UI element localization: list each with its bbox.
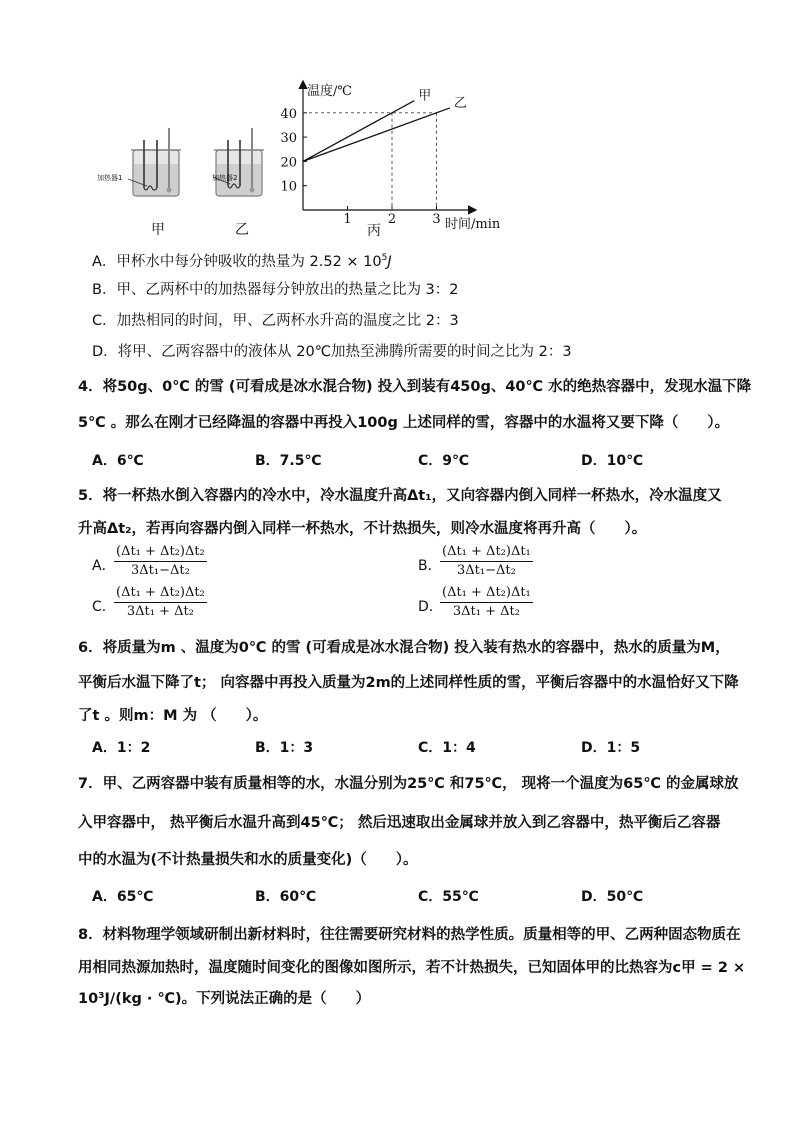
- q8-line-2: 用相同热源加热时，温度随时间变化的图像如图所示，若不计热损失，已知固体甲的比热容为c甲 = 2 ×: [78, 960, 746, 976]
- graph-caption: 丙: [367, 223, 381, 239]
- y-tick-label: 10: [280, 179, 297, 195]
- q3-option-a[interactable]: A．甲杯水中每分钟吸收的热量为 $2.52 \times 10^5J$: [92, 253, 392, 270]
- figure-area: [0, 0, 794, 245]
- q4-line-2: 5℃ 。那么在刚才已经降温的容器中再投入100g 上述同样的雪，容器中的水温将又要下降（ ）。: [78, 415, 730, 431]
- y-tick-label: 20: [280, 155, 297, 171]
- q7-option-a[interactable]: A．65℃: [92, 889, 154, 905]
- q6-line-1: 6．将质量为m 、温度为0℃ 的雪 (可看成是冰水混合物) 投入装有热水的容器中，热水的质量为M，: [78, 640, 730, 656]
- q7-option-d[interactable]: D．50℃: [581, 889, 644, 905]
- q3-option-d[interactable]: D．将甲、乙两容器中的液体从 20℃加热至沸腾所需要的时间之比为 2：3: [92, 344, 572, 360]
- q8-line-3: 10³J/(kg · ℃)。下列说法正确的是（ ）: [78, 991, 371, 1007]
- q4-line-1: 4．将50g、0℃ 的雪 (可看成是冰水混合物) 投入到装有450g、40℃ 水的绝热容器中，发现水温下降: [78, 379, 752, 395]
- q5-option-b-letter[interactable]: B．: [418, 558, 442, 574]
- q6-option-b[interactable]: B．1：3: [255, 740, 314, 756]
- x-tick-label: 2: [387, 212, 397, 227]
- q5-option-a-letter[interactable]: A．: [92, 558, 116, 574]
- q5-option-c-letter[interactable]: C．: [92, 599, 116, 615]
- q5-option-c-fraction[interactable]: $\frac{\text{(Δt₁ + Δt₂)Δt₂}}{\text{3Δt₁ + Δt₂}}$: [116, 585, 205, 619]
- beaker-jia-caption: 甲: [151, 222, 165, 238]
- series-line-jia: [303, 101, 414, 162]
- q5-line-2: 升高Δt₂，若再向容器内倒入同样一杯热水，不计热损失，则冷水温度将再升高（ ）。: [78, 521, 647, 537]
- y-axis-label: 温度/℃: [307, 84, 352, 99]
- q5-option-a-fraction[interactable]: $\frac{\text{(Δt₁ + Δt₂)Δt₂}}{\text{3Δt₁−Δt₂}}$: [116, 544, 205, 578]
- q5-line-1: 5．将一杯热水倒入容器内的冷水中，冷水温度升高Δt₁，又向容器内倒入同样一杯热水，冷水温度又: [78, 488, 722, 504]
- series-label-jia: 甲: [418, 88, 432, 104]
- q7-line-1: 7．甲、乙两容器中装有质量相等的水，水温分别为25℃ 和75℃， 现将一个温度为65℃ 的金属球放: [78, 776, 739, 792]
- q6-line-3: 了t 。则m：M 为 （ ）。: [78, 708, 268, 724]
- q6-line-2: 平衡后水温下降了t； 向容器中再投入质量为2m的上述同样性质的雪，平衡后容器中的水温恰好又下降: [78, 675, 739, 691]
- q5-option-b-fraction[interactable]: $\frac{\text{(Δt₁ + Δt₂)Δt₁}}{\text{3Δt₁−Δt₂}}$: [442, 544, 531, 578]
- q5-option-d-fraction[interactable]: $\frac{\text{(Δt₁ + Δt₂)Δt₁}}{\text{3Δt₁ + Δt₂}}$: [442, 585, 531, 619]
- series-label-yi: 乙: [453, 95, 467, 111]
- q3-option-b[interactable]: B．甲、乙两杯中的加热器每分钟放出的热量之比为 3：2: [92, 282, 459, 298]
- q4-option-d[interactable]: D．10℃: [581, 453, 644, 469]
- q7-option-b[interactable]: B．60℃: [255, 889, 317, 905]
- beaker-yi-caption: 乙: [235, 222, 249, 238]
- q4-option-b[interactable]: B．7.5℃: [255, 453, 322, 469]
- q7-option-c[interactable]: C．55℃: [418, 889, 479, 905]
- heater2-label: 加热器2: [212, 174, 238, 182]
- x-axis-label: 时间/min: [445, 217, 501, 232]
- q7-line-2: 入甲容器中， 热平衡后水温升高到45℃； 然后迅速取出金属球并放入到乙容器中，热平衡后乙容器: [78, 815, 721, 831]
- q6-option-a[interactable]: A．1：2: [92, 740, 151, 756]
- x-tick-label: 1: [343, 212, 352, 227]
- q4-option-a[interactable]: A．6℃: [92, 453, 144, 469]
- q4-option-c[interactable]: C．9℃: [418, 453, 469, 469]
- y-tick-label: 30: [280, 131, 297, 147]
- y-tick-label: 40: [280, 106, 297, 122]
- q5-option-d-letter[interactable]: D．: [418, 599, 443, 615]
- q7-line-3: 中的水温为(不计热量损失和水的质量变化)（ ）。: [78, 852, 418, 868]
- heater1-label: 加热器1: [97, 174, 123, 182]
- series-line-yi: [303, 108, 450, 161]
- q6-option-c[interactable]: C．1：4: [418, 740, 476, 756]
- q6-option-d[interactable]: D．1：5: [581, 740, 641, 756]
- x-tick-label: 3: [432, 212, 441, 227]
- q3-option-c[interactable]: C．加热相同的时间，甲、乙两杯水升高的温度之比 2：3: [92, 313, 459, 329]
- q8-line-1: 8．材料物理学领域研制出新材料时，往往需要研究材料的热学性质。质量相等的甲、乙两种固态物质在: [78, 927, 741, 943]
- beaker-jia-figure: [95, 120, 195, 200]
